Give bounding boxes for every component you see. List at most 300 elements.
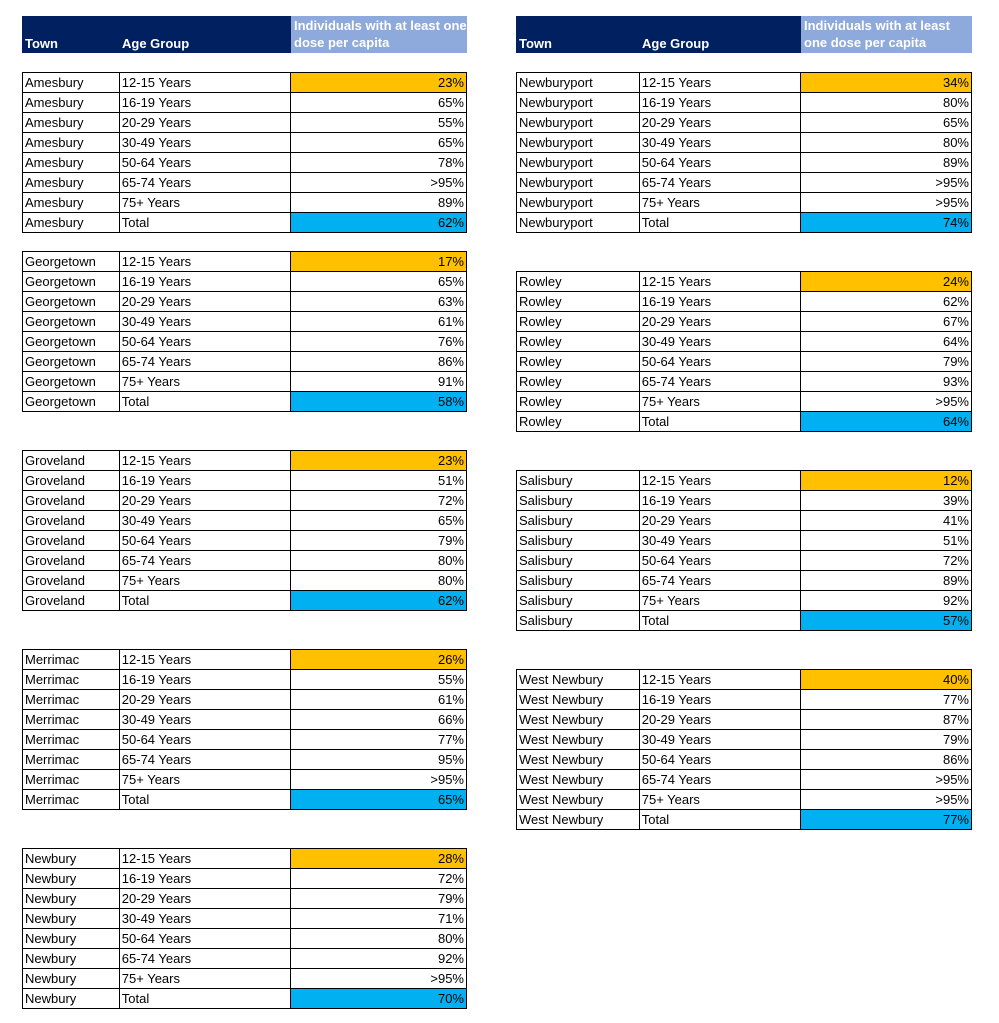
table-row: [23, 272, 467, 292]
age-group-cell: 30-49 Years: [640, 531, 802, 550]
town-cell: West Newbury: [517, 790, 640, 809]
age-group-cell: 50-64 Years: [120, 153, 292, 172]
town-cell: West Newbury: [517, 670, 640, 689]
age-group-cell: 20-29 Years: [120, 491, 292, 510]
town-cell: Merrimac: [23, 650, 120, 669]
age-group-cell: Total: [640, 611, 802, 630]
table-row: [517, 113, 972, 133]
age-group-cell: Total: [120, 989, 292, 1008]
town-cell: Salisbury: [517, 531, 640, 550]
value-cell: 76%: [291, 332, 467, 351]
age-group-cell: 16-19 Years: [120, 670, 292, 689]
town-cell: Newbury: [23, 889, 120, 908]
value-cell: 62%: [291, 213, 467, 232]
age-group-cell: 30-49 Years: [120, 710, 292, 729]
table-row: [517, 730, 972, 750]
age-group-cell: 65-74 Years: [640, 372, 802, 391]
table-row: [517, 272, 972, 292]
town-cell: Rowley: [517, 372, 640, 391]
town-cell: Salisbury: [517, 591, 640, 610]
table-row: [23, 750, 467, 770]
age-group-cell: 30-49 Years: [640, 730, 802, 749]
table-header: [516, 16, 972, 53]
town-cell: Newbury: [23, 849, 120, 868]
age-group-cell: 50-64 Years: [640, 153, 802, 172]
age-group-cell: Total: [640, 412, 802, 431]
town-cell: Groveland: [23, 551, 120, 570]
value-cell: 80%: [291, 929, 467, 948]
table-row: [517, 471, 972, 491]
value-cell: 80%: [801, 93, 972, 112]
age-group-cell: 30-49 Years: [120, 511, 292, 530]
table-row: [517, 193, 972, 213]
value-cell: 28%: [291, 849, 467, 868]
town-cell: Amesbury: [23, 113, 120, 132]
age-group-cell: 12-15 Years: [120, 252, 292, 271]
value-cell: 23%: [291, 451, 467, 470]
town-cell: Rowley: [517, 292, 640, 311]
town-cell: Merrimac: [23, 770, 120, 789]
table-row: [517, 611, 972, 631]
age-group-cell: Total: [120, 392, 292, 411]
town-cell: Newburyport: [517, 213, 640, 232]
table-row: [23, 312, 467, 332]
age-group-cell: 75+ Years: [640, 193, 802, 212]
value-cell: 66%: [291, 710, 467, 729]
value-cell: 57%: [801, 611, 972, 630]
town-cell: Amesbury: [23, 193, 120, 212]
table-row: [517, 690, 972, 710]
table-row: [23, 670, 467, 690]
town-cell: Amesbury: [23, 93, 120, 112]
table-row: [517, 173, 972, 193]
value-cell: 79%: [291, 531, 467, 550]
town-cell: Groveland: [23, 531, 120, 550]
value-cell: 77%: [291, 730, 467, 749]
age-group-cell: Total: [640, 810, 802, 829]
table-row: [23, 949, 467, 969]
age-group-cell: 75+ Years: [120, 193, 292, 212]
table-row: [23, 770, 467, 790]
town-block: [22, 450, 467, 611]
town-cell: West Newbury: [517, 770, 640, 789]
age-group-cell: 65-74 Years: [120, 750, 292, 769]
town-cell: Newburyport: [517, 153, 640, 172]
age-group-cell: 75+ Years: [120, 969, 292, 988]
age-group-cell: 75+ Years: [640, 591, 802, 610]
value-cell: 65%: [291, 790, 467, 809]
value-cell: 92%: [801, 591, 972, 610]
age-group-cell: 12-15 Years: [120, 849, 292, 868]
table-row: [23, 451, 467, 471]
town-cell: Merrimac: [23, 790, 120, 809]
town-cell: Newbury: [23, 929, 120, 948]
table-row: [517, 770, 972, 790]
value-cell: 80%: [291, 571, 467, 590]
table-row: [23, 93, 467, 113]
table-row: [23, 332, 467, 352]
town-cell: Amesbury: [23, 133, 120, 152]
town-cell: Salisbury: [517, 511, 640, 530]
town-cell: Rowley: [517, 272, 640, 291]
town-cell: Newburyport: [517, 93, 640, 112]
age-group-cell: 16-19 Years: [640, 93, 802, 112]
value-cell: 95%: [291, 750, 467, 769]
value-cell: 64%: [801, 332, 972, 351]
table-row: [23, 173, 467, 193]
table-row: [517, 571, 972, 591]
town-block: [22, 848, 467, 1009]
town-cell: Newburyport: [517, 113, 640, 132]
age-group-cell: 20-29 Years: [640, 710, 802, 729]
table-row: [517, 153, 972, 173]
town-cell: Groveland: [23, 571, 120, 590]
table-row: [517, 511, 972, 531]
value-cell: 79%: [291, 889, 467, 908]
table-row: [517, 531, 972, 551]
table-row: [23, 551, 467, 571]
header-value: Individuals with at least one dose per capita: [801, 16, 972, 53]
value-cell: 40%: [801, 670, 972, 689]
age-group-cell: 65-74 Years: [120, 551, 292, 570]
age-group-cell: 75+ Years: [120, 571, 292, 590]
value-cell: 17%: [291, 252, 467, 271]
value-cell: 79%: [801, 352, 972, 371]
value-cell: 65%: [291, 511, 467, 530]
age-group-cell: 65-74 Years: [120, 173, 292, 192]
table-row: [517, 93, 972, 113]
town-cell: Georgetown: [23, 392, 120, 411]
age-group-cell: 30-49 Years: [120, 133, 292, 152]
value-cell: 92%: [291, 949, 467, 968]
value-cell: 80%: [801, 133, 972, 152]
table-row: [23, 252, 467, 272]
value-cell: 61%: [291, 312, 467, 331]
value-cell: 89%: [801, 571, 972, 590]
town-cell: Amesbury: [23, 73, 120, 92]
age-group-cell: 75+ Years: [640, 392, 802, 411]
value-cell: >95%: [801, 173, 972, 192]
value-cell: >95%: [801, 770, 972, 789]
town-cell: Amesbury: [23, 213, 120, 232]
table-header: [22, 16, 467, 53]
age-group-cell: 50-64 Years: [120, 332, 292, 351]
table-row: [517, 292, 972, 312]
table-row: [517, 352, 972, 372]
town-block: [516, 470, 972, 631]
town-cell: Georgetown: [23, 292, 120, 311]
town-cell: Salisbury: [517, 471, 640, 490]
town-cell: Merrimac: [23, 690, 120, 709]
table-row: [23, 392, 467, 412]
age-group-cell: 16-19 Years: [640, 292, 802, 311]
age-group-cell: 16-19 Years: [640, 491, 802, 510]
age-group-cell: 12-15 Years: [120, 650, 292, 669]
town-cell: Amesbury: [23, 153, 120, 172]
value-cell: 72%: [801, 551, 972, 570]
table-row: [23, 113, 467, 133]
town-block: [22, 251, 467, 412]
town-block: [516, 669, 972, 830]
age-group-cell: 20-29 Years: [120, 292, 292, 311]
value-cell: 23%: [291, 73, 467, 92]
town-cell: Georgetown: [23, 312, 120, 331]
town-cell: Groveland: [23, 491, 120, 510]
table-row: [517, 491, 972, 511]
age-group-cell: 20-29 Years: [120, 889, 292, 908]
age-group-cell: 65-74 Years: [120, 949, 292, 968]
age-group-cell: 16-19 Years: [120, 471, 292, 490]
value-cell: 72%: [291, 869, 467, 888]
left-town-blocks: [22, 72, 467, 1009]
value-cell: 77%: [801, 810, 972, 829]
age-group-cell: 12-15 Years: [120, 451, 292, 470]
value-cell: 12%: [801, 471, 972, 490]
value-cell: >95%: [801, 193, 972, 212]
age-group-cell: 12-15 Years: [120, 73, 292, 92]
value-cell: 80%: [291, 551, 467, 570]
age-group-cell: 50-64 Years: [640, 750, 802, 769]
value-cell: 41%: [801, 511, 972, 530]
value-cell: 72%: [291, 491, 467, 510]
table-row: [23, 869, 467, 889]
value-cell: 58%: [291, 392, 467, 411]
town-cell: Groveland: [23, 471, 120, 490]
header-age-group: Age Group: [639, 16, 801, 53]
age-group-cell: 30-49 Years: [120, 909, 292, 928]
table-row: [23, 690, 467, 710]
table-row: [23, 730, 467, 750]
table-row: [23, 531, 467, 551]
age-group-cell: 65-74 Years: [640, 173, 802, 192]
age-group-cell: 16-19 Years: [120, 869, 292, 888]
town-cell: Newburyport: [517, 193, 640, 212]
age-group-cell: 50-64 Years: [120, 531, 292, 550]
value-cell: 39%: [801, 491, 972, 510]
table-row: [23, 909, 467, 929]
town-cell: Newbury: [23, 949, 120, 968]
header-value: Individuals with at least one dose per capita: [291, 16, 467, 53]
value-cell: 61%: [291, 690, 467, 709]
age-group-cell: 20-29 Years: [640, 511, 802, 530]
table-row: [23, 591, 467, 611]
table-row: [23, 352, 467, 372]
age-group-cell: 30-49 Years: [640, 133, 802, 152]
age-group-cell: 50-64 Years: [640, 551, 802, 570]
table-row: [23, 790, 467, 810]
table-row: [517, 670, 972, 690]
age-group-cell: 20-29 Years: [640, 113, 802, 132]
value-cell: 86%: [801, 750, 972, 769]
age-group-cell: 50-64 Years: [640, 352, 802, 371]
age-group-cell: Total: [120, 213, 292, 232]
value-cell: 89%: [801, 153, 972, 172]
town-cell: Rowley: [517, 312, 640, 331]
value-cell: >95%: [801, 392, 972, 411]
town-block: [22, 649, 467, 810]
value-cell: 62%: [291, 591, 467, 610]
table-row: [517, 591, 972, 611]
town-block: [22, 72, 467, 233]
value-cell: 65%: [801, 113, 972, 132]
value-cell: >95%: [801, 790, 972, 809]
table-row: [517, 710, 972, 730]
table-row: [23, 292, 467, 312]
table-row: [517, 312, 972, 332]
value-cell: 93%: [801, 372, 972, 391]
town-cell: Newbury: [23, 989, 120, 1008]
age-group-cell: Total: [120, 591, 292, 610]
age-group-cell: 16-19 Years: [120, 272, 292, 291]
town-cell: Georgetown: [23, 272, 120, 291]
table-row: [23, 213, 467, 233]
age-group-cell: 50-64 Years: [120, 929, 292, 948]
town-block: [516, 271, 972, 432]
town-cell: West Newbury: [517, 730, 640, 749]
age-group-cell: 20-29 Years: [120, 113, 292, 132]
town-cell: Georgetown: [23, 352, 120, 371]
table-row: [517, 412, 972, 432]
table-row: [23, 153, 467, 173]
town-cell: Rowley: [517, 352, 640, 371]
town-cell: West Newbury: [517, 810, 640, 829]
table-row: [23, 372, 467, 392]
age-group-cell: 30-49 Years: [640, 332, 802, 351]
town-cell: Merrimac: [23, 670, 120, 689]
table-row: [517, 392, 972, 412]
age-group-cell: 12-15 Years: [640, 670, 802, 689]
table-row: [23, 73, 467, 93]
value-cell: >95%: [291, 969, 467, 988]
value-cell: 67%: [801, 312, 972, 331]
town-cell: Georgetown: [23, 332, 120, 351]
value-cell: >95%: [291, 173, 467, 192]
table-row: [517, 372, 972, 392]
table-row: [517, 790, 972, 810]
age-group-cell: 75+ Years: [640, 790, 802, 809]
value-cell: 86%: [291, 352, 467, 371]
table-row: [23, 471, 467, 491]
town-cell: Salisbury: [517, 551, 640, 570]
table-row: [23, 511, 467, 531]
age-group-cell: 65-74 Years: [640, 770, 802, 789]
town-cell: Rowley: [517, 392, 640, 411]
town-cell: Newburyport: [517, 173, 640, 192]
town-cell: Merrimac: [23, 730, 120, 749]
town-cell: Georgetown: [23, 372, 120, 391]
town-cell: Newbury: [23, 869, 120, 888]
town-cell: Salisbury: [517, 571, 640, 590]
age-group-cell: 20-29 Years: [120, 690, 292, 709]
value-cell: 77%: [801, 690, 972, 709]
table-row: [517, 750, 972, 770]
age-group-cell: 16-19 Years: [640, 690, 802, 709]
age-group-cell: 75+ Years: [120, 770, 292, 789]
value-cell: 55%: [291, 670, 467, 689]
table-row: [517, 133, 972, 153]
value-cell: 51%: [801, 531, 972, 550]
town-cell: Salisbury: [517, 491, 640, 510]
town-cell: Rowley: [517, 332, 640, 351]
table-row: [517, 810, 972, 830]
table-row: [23, 133, 467, 153]
value-cell: 65%: [291, 93, 467, 112]
town-cell: Georgetown: [23, 252, 120, 271]
town-cell: Salisbury: [517, 611, 640, 630]
value-cell: 62%: [801, 292, 972, 311]
right-town-blocks: [516, 72, 972, 830]
value-cell: >95%: [291, 770, 467, 789]
age-group-cell: 12-15 Years: [640, 73, 802, 92]
town-cell: Newburyport: [517, 73, 640, 92]
right-table: [516, 16, 972, 830]
town-cell: Newbury: [23, 969, 120, 988]
value-cell: 78%: [291, 153, 467, 172]
table-row: [23, 571, 467, 591]
table-row: [517, 332, 972, 352]
town-cell: West Newbury: [517, 690, 640, 709]
value-cell: 65%: [291, 272, 467, 291]
town-cell: Amesbury: [23, 173, 120, 192]
value-cell: 87%: [801, 710, 972, 729]
value-cell: 63%: [291, 292, 467, 311]
town-block: [516, 72, 972, 233]
value-cell: 71%: [291, 909, 467, 928]
table-row: [23, 650, 467, 670]
town-cell: Rowley: [517, 412, 640, 431]
age-group-cell: 12-15 Years: [640, 471, 802, 490]
town-cell: Groveland: [23, 511, 120, 530]
value-cell: 91%: [291, 372, 467, 391]
value-cell: 65%: [291, 133, 467, 152]
table-row: [23, 989, 467, 1009]
town-cell: Newburyport: [517, 133, 640, 152]
table-row: [23, 710, 467, 730]
age-group-cell: 20-29 Years: [640, 312, 802, 331]
table-row: [23, 491, 467, 511]
table-row: [23, 849, 467, 869]
left-table: [22, 16, 467, 1009]
age-group-cell: 65-74 Years: [120, 352, 292, 371]
age-group-cell: Total: [120, 790, 292, 809]
value-cell: 24%: [801, 272, 972, 291]
value-cell: 34%: [801, 73, 972, 92]
age-group-cell: Total: [640, 213, 802, 232]
header-age-group: Age Group: [119, 16, 291, 53]
town-cell: Merrimac: [23, 750, 120, 769]
value-cell: 64%: [801, 412, 972, 431]
value-cell: 74%: [801, 213, 972, 232]
town-cell: Newbury: [23, 909, 120, 928]
table-row: [23, 889, 467, 909]
value-cell: 89%: [291, 193, 467, 212]
town-cell: West Newbury: [517, 710, 640, 729]
town-cell: West Newbury: [517, 750, 640, 769]
age-group-cell: 75+ Years: [120, 372, 292, 391]
table-row: [517, 213, 972, 233]
value-cell: 51%: [291, 471, 467, 490]
header-town: Town: [516, 16, 639, 53]
town-cell: Merrimac: [23, 710, 120, 729]
age-group-cell: 16-19 Years: [120, 93, 292, 112]
age-group-cell: 50-64 Years: [120, 730, 292, 749]
header-town: Town: [22, 16, 119, 53]
table-row: [517, 73, 972, 93]
value-cell: 70%: [291, 989, 467, 1008]
value-cell: 55%: [291, 113, 467, 132]
value-cell: 26%: [291, 650, 467, 669]
age-group-cell: 12-15 Years: [640, 272, 802, 291]
